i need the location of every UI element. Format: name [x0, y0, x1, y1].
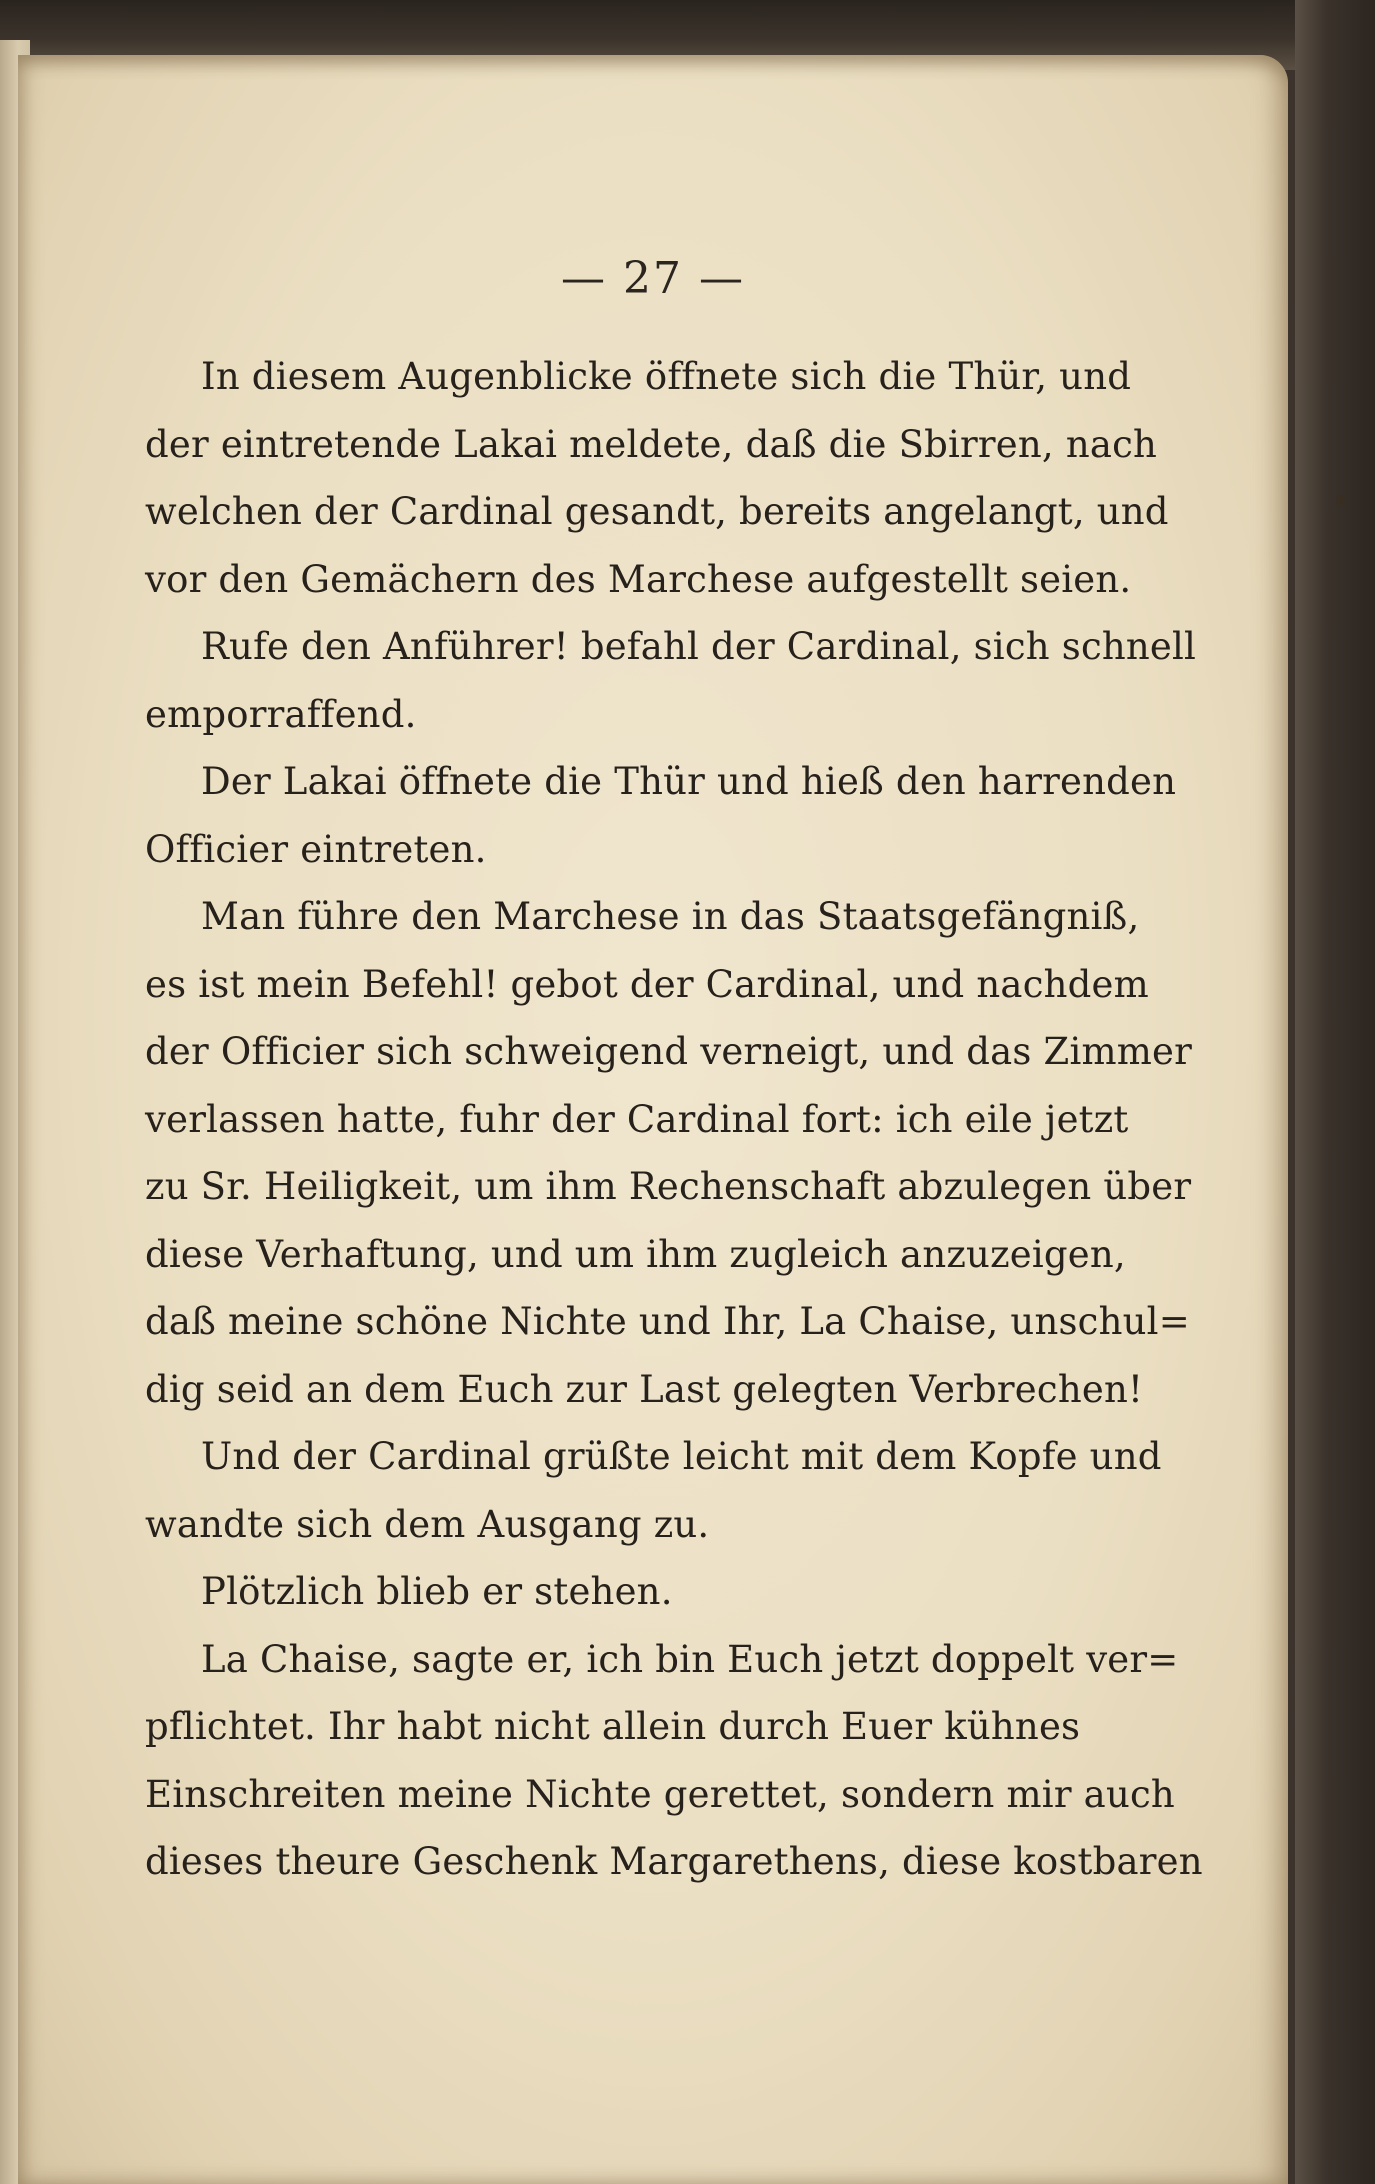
text-line: In diesem Augenblicke öffnete sich die Thür, und	[201, 355, 1132, 398]
text-line: diese Verhaftung, und um ihm zugleich anzuzeigen,	[145, 1232, 1126, 1276]
text-line: Officier eintreten.	[145, 827, 487, 871]
body-text	[145, 343, 1203, 1896]
right-dark-edge	[1295, 0, 1375, 2184]
text-line: verlassen hatte, fuhr der Cardinal fort: ich eile jetzt	[145, 1097, 1129, 1141]
text-line: dig seid an dem Euch zur Last gelegten Verbrechen!	[145, 1367, 1144, 1411]
page-number: — 27 —	[561, 253, 745, 304]
text-line: Plötzlich blieb er stehen.	[201, 1570, 673, 1613]
book-page	[18, 55, 1288, 2184]
text-line: Der Lakai öffnete die Thür und hieß den harrenden	[201, 760, 1177, 803]
ink-spot	[1336, 495, 1344, 505]
text-line: dieses theure Geschenk Margarethens, diese kostbaren	[145, 1840, 1203, 1883]
text-line: pflichtet. Ihr habt nicht allein durch Euer kühnes	[145, 1705, 1081, 1748]
text-line: Rufe den Anführer! befahl der Cardinal, sich schnell	[201, 625, 1197, 668]
text-line: der eintretende Lakai meldete, daß die Sbirren, nach	[145, 422, 1158, 466]
text-line: wandte sich dem Ausgang zu.	[145, 1502, 710, 1546]
text-line: daß meine schöne Nichte und Ihr, La Chaise, unschul=	[145, 1300, 1190, 1343]
text-line: Einschreiten meine Nichte gerettet, sondern mir auch	[145, 1772, 1175, 1816]
text-line: welchen der Cardinal gesandt, bereits angelangt, und	[145, 490, 1169, 533]
text-line: La Chaise, sagte er, ich bin Euch jetzt doppelt ver=	[201, 1637, 1179, 1681]
text-line: vor den Gemächern des Marchese aufgestellt seien.	[145, 557, 1132, 601]
text-line: emporraffend.	[145, 692, 417, 736]
text-line: der Officier sich schweigend verneigt, und das Zimmer	[145, 1030, 1193, 1073]
text-line: zu Sr. Heiligkeit, um ihm Rechenschaft abzulegen über	[145, 1165, 1192, 1208]
text-line: es ist mein Befehl! gebot der Cardinal, und nachdem	[145, 962, 1149, 1006]
text-line: Und der Cardinal grüßte leicht mit dem Kopfe und	[201, 1435, 1162, 1478]
text-line: Man führe den Marchese in das Staatsgefängniß,	[201, 895, 1140, 938]
